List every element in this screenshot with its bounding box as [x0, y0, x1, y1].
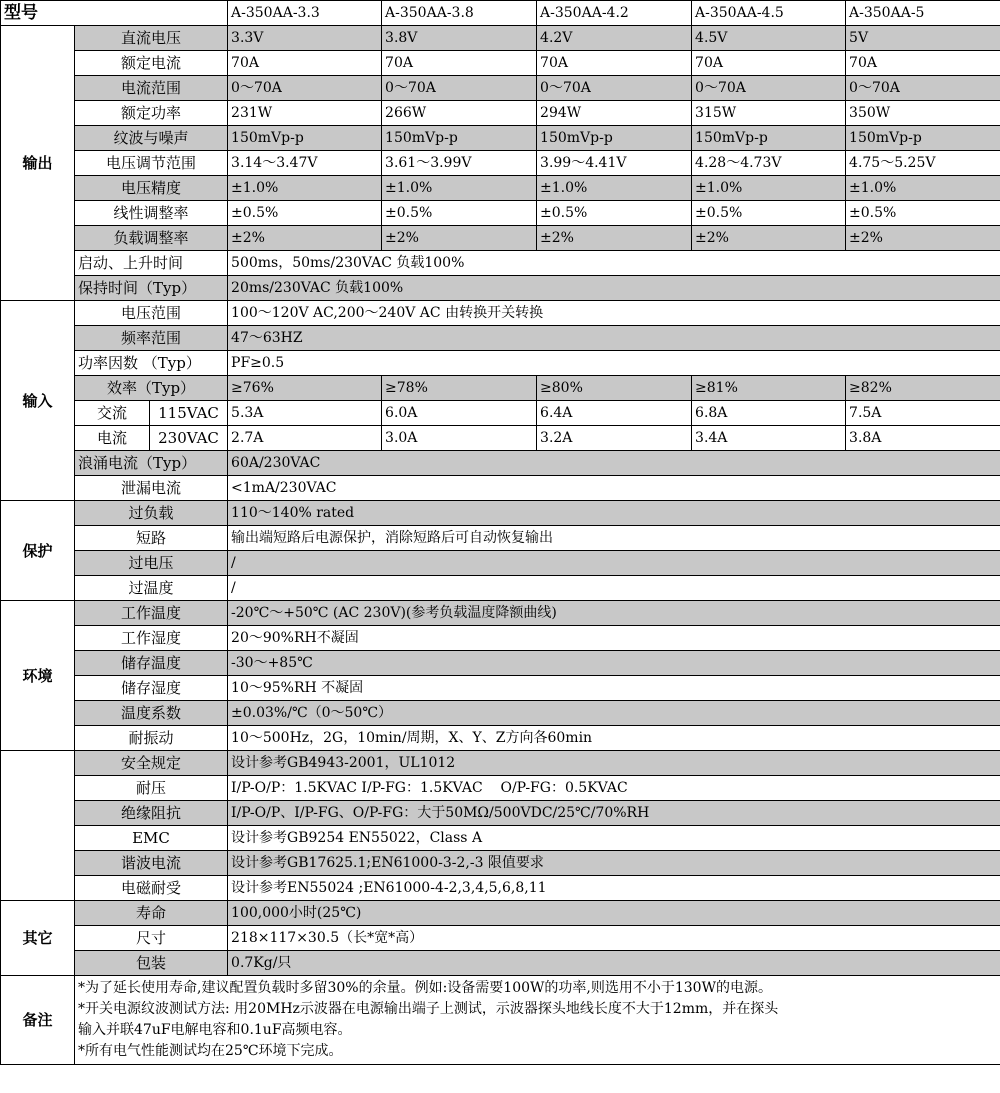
input-row	[1, 351, 1000, 376]
output-row	[1, 201, 1000, 226]
row-label: 耐振动	[75, 726, 228, 751]
cell-value: 70A	[228, 51, 382, 76]
row-label: 过温度	[75, 576, 228, 601]
cell-value: 70A	[382, 51, 537, 76]
cell-value: 0.7Kg/只	[228, 951, 1000, 976]
cell-value: 150mVp-p	[228, 126, 382, 151]
row-label: 启动、上升时间	[75, 251, 228, 276]
row-label: 过负载	[75, 501, 228, 526]
row-label: 泄漏电流	[75, 476, 228, 501]
cell-value: 6.4A	[537, 401, 692, 426]
safety-row	[1, 876, 1000, 901]
model-name: A-350AA-4.5	[692, 1, 846, 26]
group-input: 输入	[1, 301, 75, 501]
row-label: 电压调节范围	[75, 151, 228, 176]
row-label: 安全规定	[75, 751, 228, 776]
cell-value: ≥80%	[537, 376, 692, 401]
cell-value: 266W	[382, 101, 537, 126]
cell-value: ±0.5%	[228, 201, 382, 226]
cell-value: PF≥0.5	[228, 351, 1000, 376]
cell-value: 0～70A	[228, 76, 382, 101]
input-row	[1, 426, 1000, 451]
cell-value: 0～70A	[692, 76, 846, 101]
row-label: 谐波电流	[75, 851, 228, 876]
cell-value: 5.3A	[228, 401, 382, 426]
cell-value: -20℃～+50℃ (AC 230V)(参考负载温度降额曲线)	[228, 601, 1000, 626]
row-label: 功率因数 （Typ）	[75, 351, 228, 376]
cell-value: 3.2A	[537, 426, 692, 451]
row-label: 浪涌电流（Typ）	[75, 451, 228, 476]
output-row	[1, 251, 1000, 276]
output-row	[1, 51, 1000, 76]
cell-value: 3.3V	[228, 26, 382, 51]
cell-value: ≥78%	[382, 376, 537, 401]
group-remarks: 备注	[1, 976, 75, 1065]
row-label: 电流范围	[75, 76, 228, 101]
cell-value: 70A	[692, 51, 846, 76]
cell-value: 100～120V AC,200～240V AC 由转换开关转换	[228, 301, 1000, 326]
cell-value: 3.0A	[382, 426, 537, 451]
cell-value: 150mVp-p	[382, 126, 537, 151]
cell-value: 60A/230VAC	[228, 451, 1000, 476]
output-row	[1, 126, 1000, 151]
cell-value: ±0.5%	[692, 201, 846, 226]
protection-row	[1, 501, 1000, 526]
cell-value: -30～+85℃	[228, 651, 1000, 676]
cell-value: 输出端短路后电源保护，消除短路后可自动恢复输出	[228, 526, 1000, 551]
input-row	[1, 326, 1000, 351]
cell-value: 0～70A	[846, 76, 1000, 101]
cell-value: 6.0A	[382, 401, 537, 426]
cell-value: ±2%	[382, 226, 537, 251]
model-name: A-350AA-4.2	[537, 1, 692, 26]
cell-value: 350W	[846, 101, 1000, 126]
cell-value: 218×117×30.5（长*宽*高）	[228, 926, 1000, 951]
output-row	[1, 151, 1000, 176]
cell-value: ±2%	[537, 226, 692, 251]
cell-value: 3.99～4.41V	[537, 151, 692, 176]
environment-row	[1, 701, 1000, 726]
output-row	[1, 276, 1000, 301]
cell-value: 0～70A	[537, 76, 692, 101]
cell-value: ±2%	[228, 226, 382, 251]
safety-row	[1, 801, 1000, 826]
cell-value: 设计参考GB9254 EN55022，Class A	[228, 826, 1000, 851]
row-label: 频率范围	[75, 326, 228, 351]
group-protection: 保护	[1, 501, 75, 601]
remarks-row	[1, 976, 1000, 1065]
cell-value: I/P-O/P、I/P-FG、O/P-FG：大于50MΩ/500VDC/25℃/70%RH	[228, 801, 1000, 826]
cell-value: 20ms/230VAC 负载100%	[228, 276, 1000, 301]
cell-value: ±2%	[692, 226, 846, 251]
cell-value: 231W	[228, 101, 382, 126]
cell-value: 294W	[537, 101, 692, 126]
row-label: 额定电流	[75, 51, 228, 76]
row-label: 保持时间（Typ）	[75, 276, 228, 301]
cell-value: 47～63HZ	[228, 326, 1000, 351]
row-label: 工作湿度	[75, 626, 228, 651]
cell-value: 3.8V	[382, 26, 537, 51]
header-row	[1, 1, 1000, 26]
ac-current-label-bottom: 电流	[75, 426, 150, 451]
input-row	[1, 451, 1000, 476]
output-row	[1, 176, 1000, 201]
safety-row	[1, 851, 1000, 876]
voltage-sub-label: 230VAC	[150, 426, 228, 451]
cell-value: 150mVp-p	[692, 126, 846, 151]
row-label: 尺寸	[75, 926, 228, 951]
output-row	[1, 76, 1000, 101]
remark-line: *所有电气性能测试均在25℃环境下完成。	[78, 1043, 343, 1059]
cell-value: 500ms，50ms/230VAC 负载100%	[228, 251, 1000, 276]
cell-value: ≥76%	[228, 376, 382, 401]
input-row	[1, 401, 1000, 426]
remark-line: 输入并联47uF电解电容和0.1uF高频电容。	[78, 1022, 352, 1038]
cell-value: ±0.5%	[382, 201, 537, 226]
cell-value: ±2%	[846, 226, 1000, 251]
row-label: 过电压	[75, 551, 228, 576]
other-row	[1, 901, 1000, 926]
row-label: 纹波与噪声	[75, 126, 228, 151]
cell-value: 0～70A	[382, 76, 537, 101]
input-row	[1, 476, 1000, 501]
cell-value: 150mVp-p	[537, 126, 692, 151]
row-label: 储存温度	[75, 651, 228, 676]
row-label: 电压精度	[75, 176, 228, 201]
other-row	[1, 926, 1000, 951]
cell-value: 315W	[692, 101, 846, 126]
input-row	[1, 301, 1000, 326]
environment-row	[1, 651, 1000, 676]
cell-value: 7.5A	[846, 401, 1000, 426]
cell-value: 4.75～5.25V	[846, 151, 1000, 176]
cell-value: 10～95%RH 不凝固	[228, 676, 1000, 701]
protection-row	[1, 576, 1000, 601]
environment-row	[1, 726, 1000, 751]
cell-value: ±0.03%/℃（0～50℃）	[228, 701, 1000, 726]
cell-value: <1mA/230VAC	[228, 476, 1000, 501]
output-row	[1, 26, 1000, 51]
cell-value: 4.28～4.73V	[692, 151, 846, 176]
row-label: 额定功率	[75, 101, 228, 126]
cell-value: 设计参考GB4943-2001，UL1012	[228, 751, 1000, 776]
row-label: 电磁耐受	[75, 876, 228, 901]
group-environment: 环境	[1, 601, 75, 751]
cell-value: /	[228, 576, 1000, 601]
cell-value: 110～140% rated	[228, 501, 1000, 526]
output-row	[1, 101, 1000, 126]
environment-row	[1, 626, 1000, 651]
model-name: A-350AA-5	[846, 1, 1000, 26]
ac-current-label-top: 交流	[75, 401, 150, 426]
row-label: 效率（Typ）	[75, 376, 228, 401]
input-row	[1, 376, 1000, 401]
safety-row	[1, 826, 1000, 851]
cell-value: 3.8A	[846, 426, 1000, 451]
group-safety	[1, 751, 75, 901]
row-label: 直流电压	[75, 26, 228, 51]
model-name: A-350AA-3.8	[382, 1, 537, 26]
cell-value: 20～90%RH不凝固	[228, 626, 1000, 651]
group-other: 其它	[1, 901, 75, 976]
model-header-label: 型号	[1, 1, 228, 26]
remark-line: *开关电源纹波测试方法: 用20MHz示波器在电源输出端子上测试，示波器探头地线长度不大于12mm，并在探头	[78, 1001, 779, 1017]
safety-row	[1, 751, 1000, 776]
cell-value: 5V	[846, 26, 1000, 51]
voltage-sub-label: 115VAC	[150, 401, 228, 426]
protection-row	[1, 526, 1000, 551]
cell-value: ±1.0%	[228, 176, 382, 201]
cell-value: ±1.0%	[692, 176, 846, 201]
row-label: EMC	[75, 826, 228, 851]
row-label: 耐压	[75, 776, 228, 801]
environment-row	[1, 676, 1000, 701]
environment-row	[1, 601, 1000, 626]
cell-value: 4.5V	[692, 26, 846, 51]
row-label: 工作温度	[75, 601, 228, 626]
cell-value: 4.2V	[537, 26, 692, 51]
cell-value: 150mVp-p	[846, 126, 1000, 151]
cell-value: 10～500Hz，2G，10min/周期，X、Y、Z方向各60min	[228, 726, 1000, 751]
cell-value: 6.8A	[692, 401, 846, 426]
output-row	[1, 226, 1000, 251]
remarks-text	[75, 976, 1000, 1065]
cell-value: 3.14～3.47V	[228, 151, 382, 176]
row-label: 寿命	[75, 901, 228, 926]
cell-value: ±1.0%	[382, 176, 537, 201]
row-label: 温度系数	[75, 701, 228, 726]
cell-value: 设计参考EN55024 ;EN61000-4-2,3,4,5,6,8,11	[228, 876, 1000, 901]
row-label: 电压范围	[75, 301, 228, 326]
cell-value: 70A	[846, 51, 1000, 76]
model-name: A-350AA-3.3	[228, 1, 382, 26]
cell-value: ±0.5%	[846, 201, 1000, 226]
other-row	[1, 951, 1000, 976]
cell-value: I/P-O/P：1.5KVAC I/P-FG：1.5KVAC O/P-FG：0.5KVAC	[228, 776, 1000, 801]
cell-value: ±1.0%	[846, 176, 1000, 201]
cell-value: ±1.0%	[537, 176, 692, 201]
cell-value: ≥81%	[692, 376, 846, 401]
row-label: 线性调整率	[75, 201, 228, 226]
row-label: 负载调整率	[75, 226, 228, 251]
protection-row	[1, 551, 1000, 576]
cell-value: 设计参考GB17625.1;EN61000-3-2,-3 限值要求	[228, 851, 1000, 876]
safety-row	[1, 776, 1000, 801]
cell-value: /	[228, 551, 1000, 576]
cell-value: 3.61～3.99V	[382, 151, 537, 176]
cell-value: 70A	[537, 51, 692, 76]
cell-value: ±0.5%	[537, 201, 692, 226]
row-label: 短路	[75, 526, 228, 551]
cell-value: 100,000小时(25℃)	[228, 901, 1000, 926]
row-label: 储存湿度	[75, 676, 228, 701]
row-label: 包装	[75, 951, 228, 976]
row-label: 绝缘阻抗	[75, 801, 228, 826]
cell-value: 3.4A	[692, 426, 846, 451]
group-output: 输出	[1, 26, 75, 301]
cell-value: 2.7A	[228, 426, 382, 451]
cell-value: ≥82%	[846, 376, 1000, 401]
remark-line: *为了延长使用寿命,建议配置负载时多留30%的余量。例如:设备需要100W的功率,则选用不小于130W的电源。	[78, 980, 772, 996]
